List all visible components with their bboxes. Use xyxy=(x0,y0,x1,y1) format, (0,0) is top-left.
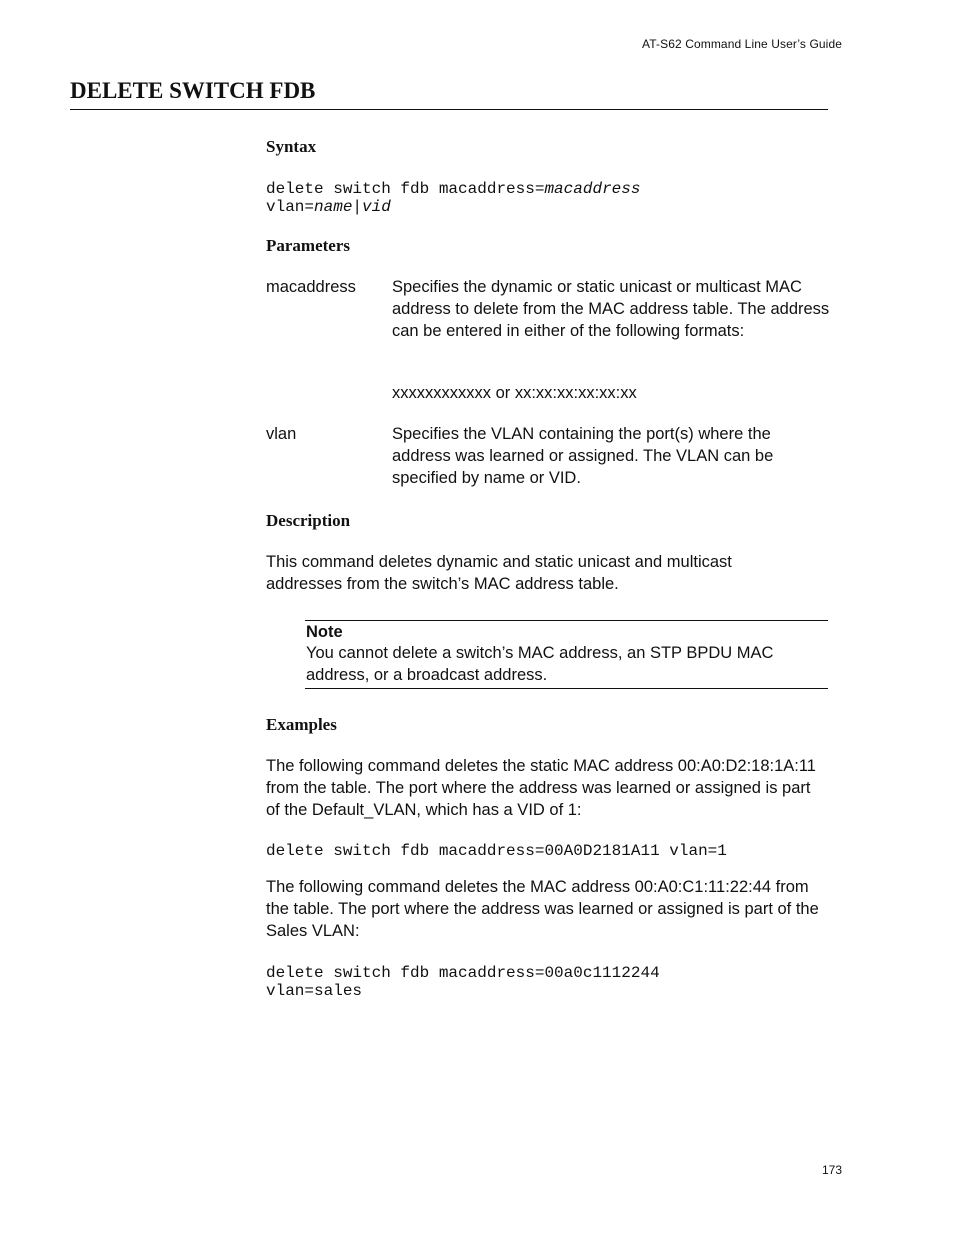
syntax-line2-prefix: vlan= xyxy=(266,198,315,216)
syntax-heading: Syntax xyxy=(266,137,317,156)
param-description: Specifies the VLAN containing the port(s) where the address was learned or assigned. The VLAN can be specified by name or VID. xyxy=(392,425,774,487)
page-title: DELETE SWITCH FDB xyxy=(70,78,316,103)
note-label: Note xyxy=(306,623,343,641)
running-header: AT-S62 Command Line User’s Guide xyxy=(642,37,842,51)
examples-heading: Examples xyxy=(266,715,337,734)
parameters-heading: Parameters xyxy=(266,236,351,255)
syntax-line2-var2: vid xyxy=(362,198,391,216)
syntax-line2-var1: name xyxy=(314,198,353,216)
example-intro-1: The following command deletes the static MAC address 00:A0:D2:18:1A:11 from the table. The port where the address was learned or assigned is part of the Default_VLAN, which has a VID of 1: xyxy=(266,757,816,819)
example-command-1: delete switch fdb macaddress=00A0D2181A11 vlan=1 xyxy=(266,842,727,860)
note-top-rule xyxy=(305,620,828,621)
example-command-2-line2: vlan=sales xyxy=(266,982,363,1000)
param-name: macaddress xyxy=(266,278,356,296)
param-description: Specifies the dynamic or static unicast or multicast MAC address to delete from the MAC address table. The address can be entered in either of the following formats: xyxy=(392,278,830,340)
param-row-vlan xyxy=(266,423,828,493)
note-bottom-rule xyxy=(305,688,828,689)
description-text: This command deletes dynamic and static unicast and multicast addresses from the switch’s MAC address table. xyxy=(266,553,732,593)
page-number: 173 xyxy=(821,1163,842,1177)
description-heading: Description xyxy=(266,511,351,530)
example-intro-2: The following command deletes the MAC address 00:A0:C1:11:22:44 from the table. The port where the address was learned or assigned is part of the Sales VLAN: xyxy=(266,878,819,940)
param-name: vlan xyxy=(266,425,297,443)
param-format: xxxxxxxxxxxx or xx:xx:xx:xx:xx:xx xyxy=(392,384,637,402)
note-text: You cannot delete a switch’s MAC address, an STP BPDU MAC address, or a broadcast address. xyxy=(306,644,774,684)
syntax-code xyxy=(266,180,640,216)
syntax-line1-prefix: delete switch fdb macaddress= xyxy=(266,180,545,198)
param-row-macaddress xyxy=(266,276,828,406)
example-command-2-line1: delete switch fdb macaddress=00a0c1112244 xyxy=(266,964,660,982)
syntax-line2-sep: | xyxy=(352,198,363,216)
title-divider xyxy=(70,109,828,110)
syntax-line1-var: macaddress xyxy=(544,180,641,198)
